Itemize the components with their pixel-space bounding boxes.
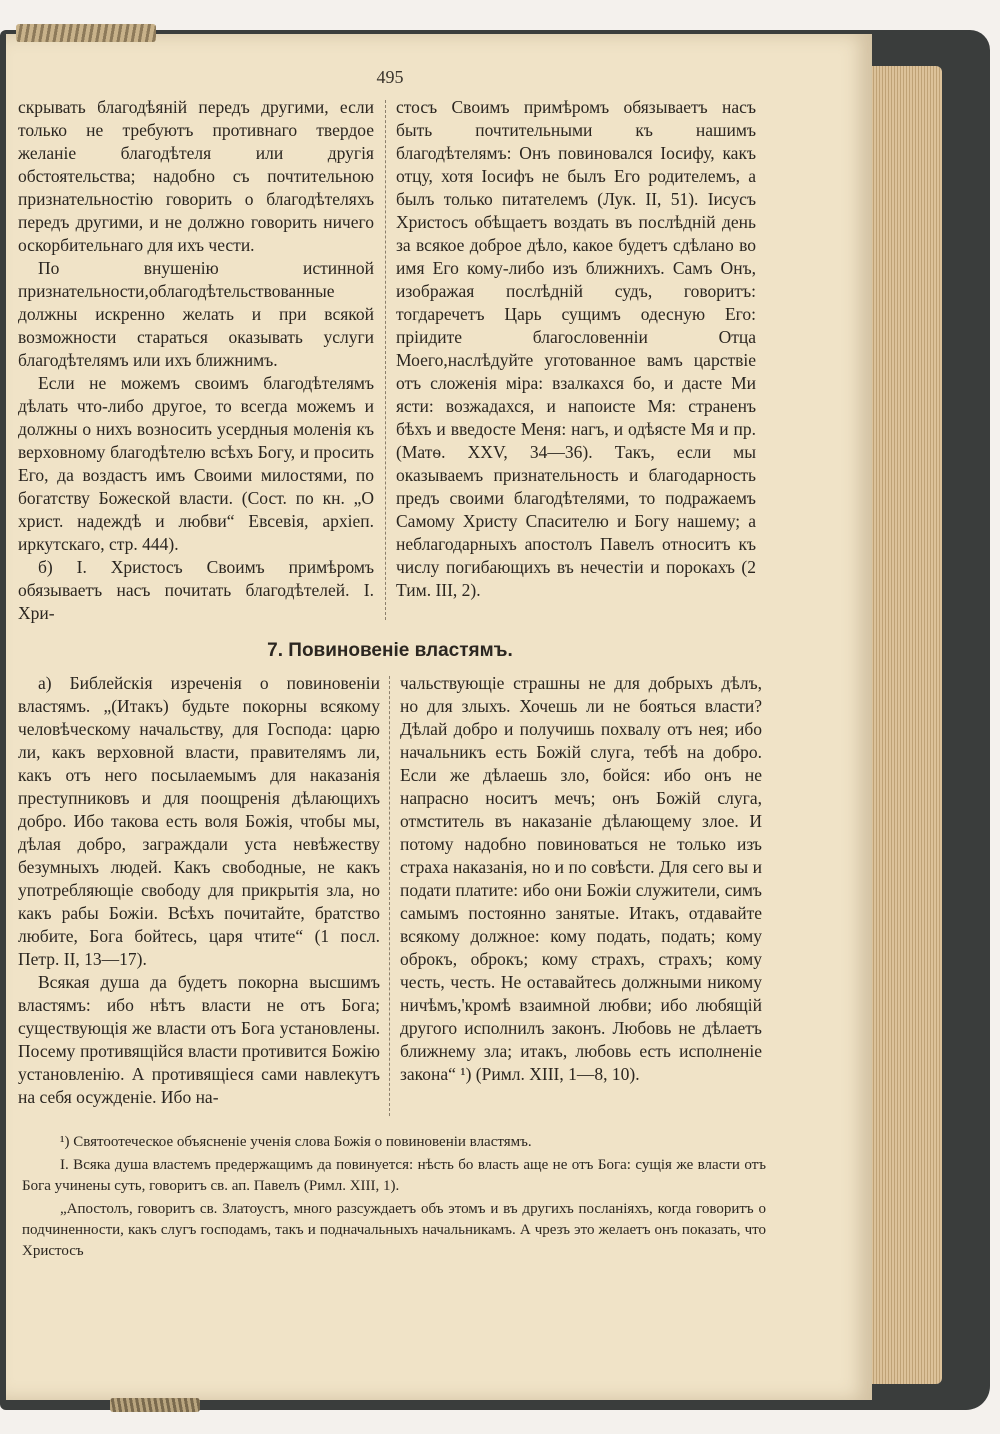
page-edges xyxy=(862,66,942,1384)
paragraph: стосъ Своимъ примѣромъ обязываетъ насъ быть почтительными къ нашимъ благодѣтелямъ: Онъ повиновался Іосифу, какъ отцу, хотя Іосифъ не былъ Его родителемъ, а былъ только питателемъ (Лук. II, 51). Іисусъ Христосъ обѣщаетъ воздать въ послѣдній день за всякое доброе дѣло, какое будетъ сдѣлано во имя Его кому-либо изъ ближнихъ. Самъ Онъ, изображая послѣдній судъ, говоритъ: тогдаречетъ Царь сущимъ одесную Его: пріидите благословенніи Отца Моего,наслѣдуйте уготованное вамъ царствіе отъ сложенія міра: взалкахся бо, и дасте Ми ясти: возжадахся, и напоисте Мя: страненъ бѣхъ и введосте Меня: нагъ, и одѣясте Мя и пр. (Матѳ. XXV, 34—36). Такъ, если мы оказываемъ признательность и благодарность предъ своими благодѣтелями, то подражаемъ Самому Христу Спасителю и Богу нашему; а неблагодарныхъ апостолъ Павелъ относитъ къ числу погибающихъ въ нечестіи и порокахъ (2 Тим. III, 2). xyxy=(396,97,756,600)
paragraph: Если не можемъ своимъ благодѣтелямъ дѣлать что-либо другое, то всегда можемъ и должны о нихъ возносить усердныя моленія къ верховному благодѣтелю всѣхъ Богу, и просить Его, да воздастъ имъ Своими милостями, по богатству Божеской власти. (Сост. по кн. „О христ. надеждѣ и любви“ Евсевія, архіеп. иркутскаго, стр. 444). xyxy=(18,373,374,554)
paragraph: По внушенію истинной признательности,облагодѣтельствованные должны искренно желать и при всякой возможности стараться оказывать услуги благодѣтелямъ или ихъ ближнимъ. xyxy=(18,258,374,370)
paragraph: чальствующіе страшны не для добрыхъ дѣлъ, но для злыхъ. Хочешь ли не бояться власти? Дѣлай добро и получишь похвалу отъ нея; ибо начальникъ есть Божій слуга, тебѣ на добро. Если же дѣлаешь зло, бойся: ибо онъ не напрасно носитъ мечъ; онъ Божій слуга, отмститель въ наказаніе дѣлающему злое. И потому надобно повиноваться не только изъ страха наказанія, но и по совѣсти. Для сего вы и подати платите: ибо они Божіи служители, симъ самымъ постоянно занятые. Итакъ, отдавайте всякому должное: кому подать, подать; кому оброкъ, оброкъ; кому страхъ, страхъ; кому честь, честь. Не оставайтесь должными никому ничѣмъ,'кромѣ взаимной любви; ибо любящій другого исполнилъ законъ. Любовь не дѣлаетъ ближнему зла; итакъ, любовь есть исполненіе закона“ ¹) (Римл. XIII, 1—8, 10). xyxy=(400,673,762,1084)
footnote-paragraph: „Апостолъ, говоритъ св. Златоустъ, много разсуждаетъ объ этомъ и въ другихъ посланіяхъ, когда говоритъ о подчиненности, какъ слугъ господамъ, такъ и подначальныхъ начальникамъ. А чрезъ это желаетъ онъ показать, что Христосъ xyxy=(22,1201,766,1259)
page-number: 495 xyxy=(376,67,404,87)
column-divider xyxy=(385,100,386,620)
bookmark-ribbon-end xyxy=(110,1398,200,1412)
paragraph: а) Библейскія изреченія о повиновеніи властямъ. „(Итакъ) будьте покорны всякому человѣческому начальству, для Господа: царю ли, какъ верховной власти, правителямъ ли, какъ отъ него посылаемымъ для наказанія преступниковъ и для поощренія дѣлающихъ добро. Ибо такова есть воля Божія, чтобы мы, дѣлая добро, заграждали уста невѣжеству безумныхъ людей. Какъ свободные, не какъ употребляющіе свободу для прикрытія зла, но какъ рабы Божіи. Всѣхъ почитайте, братство любите, Бога бойтесь, царя чтите“ (1 посл. Петр. II, 13—17). xyxy=(18,673,380,969)
column-divider xyxy=(389,676,390,1116)
paragraph: б) І. Христосъ Своимъ примѣромъ обязываетъ насъ почитать благодѣтелей. І. Хри- xyxy=(18,557,374,623)
column-top-right xyxy=(396,96,756,602)
bookmark-ribbon xyxy=(16,24,156,42)
column-bottom-left xyxy=(18,672,380,1109)
column-bottom-right xyxy=(400,672,762,1086)
paragraph: скрывать благодѣяній передъ другими, если только не требуютъ противнаго твердое желаніе благодѣтеля или другія обстоятельства; надобно съ почтительною признательностію говорить о благодѣтеляхъ передъ другими, и не должно говорить ничего оскорбительнаго для ихъ чести. xyxy=(18,97,374,255)
footnote-heading: ¹) Святоотеческое объясненіе ученія слова Божія о повиновеніи властямъ. xyxy=(60,1134,532,1150)
paragraph: Всякая душа да будетъ покорна высшимъ властямъ: ибо нѣтъ власти не отъ Бога; существующія же власти отъ Бога установлены. Посему противящійся власти противится Божію установленію. А противящіеся сами навлекутъ на себя осужденіе. Ибо на- xyxy=(18,972,380,1107)
column-top-left xyxy=(18,96,374,625)
footnotes xyxy=(22,1132,766,1264)
section-heading: 7. Повиновеніе властямъ. xyxy=(267,640,513,661)
footnote-paragraph: I. Всяка душа властемъ предержащимъ да повинуется: нѣсть бо власть аще не отъ Бога: сущія же власти отъ Бога учинены суть, говоритъ св. ап. Павелъ (Римл. XIII, 1). xyxy=(22,1157,766,1194)
